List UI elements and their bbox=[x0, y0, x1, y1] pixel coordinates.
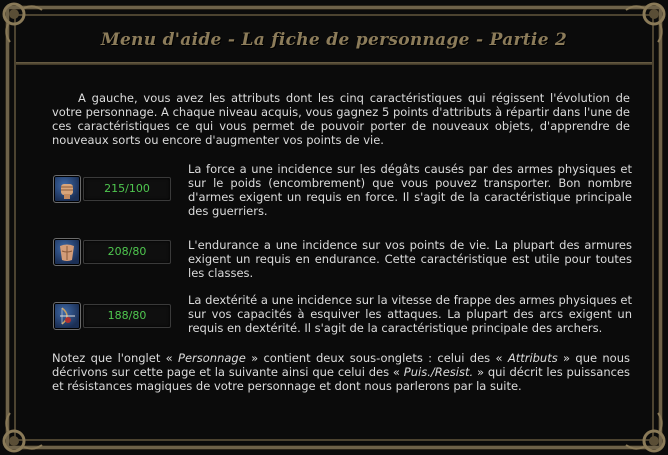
torso-icon bbox=[53, 238, 81, 266]
dexterity-description: La dextérité a une incidence sur la vitesse de frappe des armes physiques et sur vos capacités à esquiver les attaques. La plupart des arcs exigent un requis en dextérité. Il s'agit de la caractéristique principale des archers. bbox=[188, 293, 632, 335]
window-title: Menu d'aide - La fiche de personnage - Partie 2 bbox=[100, 30, 568, 50]
note-text: » qui décrit les puissances et résistances magiques de votre personnage et dont nous parlerons par la suite. bbox=[52, 365, 631, 393]
endurance-stat bbox=[53, 238, 173, 268]
intro-paragraph: A gauche, vous avez les attributs dont les cinq caractéristiques qui régissent l'évolution de votre personnage. A chaque niveau acquis, vous gagnez 5 points d'attributs à répartir dans l'une de ces caractéristiques ce qui vous permet de pouvoir porter de nouveaux objets, d'apprendre de nouveaux sorts ou encore d'augmenter vos points de vie. bbox=[52, 91, 630, 147]
strength-description: La force a une incidence sur les dégâts causés par des armes physiques et sur le poids (encombrement) que vous pouvez transporter. Bon nombre d'armes exigent un requis en force. Il s'agit de la caractéristique principale des guerriers. bbox=[188, 162, 632, 218]
strength-value: 215/100 bbox=[83, 177, 171, 201]
note-text: » contient deux sous-onglets : celui des « bbox=[245, 351, 508, 365]
dexterity-stat bbox=[53, 302, 173, 332]
note-text: » que nous décrivons sur cette page et la suivante ainsi que celui des « bbox=[52, 351, 630, 379]
endurance-value: 208/80 bbox=[83, 240, 171, 264]
dexterity-value: 188/80 bbox=[83, 304, 171, 328]
note-text: Notez que l'onglet « bbox=[52, 351, 179, 365]
endurance-description: L'endurance a une incidence sur vos points de vie. La plupart des armures exigent un requis en endurance. Cette caractéristique est utile pour toutes les classes. bbox=[188, 238, 632, 280]
archer-icon bbox=[53, 302, 81, 330]
tab-personnage-label: Personnage bbox=[178, 351, 246, 365]
tab-puis-resist-label: Puis./Resist. bbox=[403, 365, 474, 379]
corner-ornament-icon bbox=[624, 411, 668, 455]
note-paragraph bbox=[52, 351, 630, 393]
corner-ornament-icon bbox=[0, 411, 44, 455]
title-separator bbox=[16, 62, 652, 65]
fist-icon bbox=[53, 175, 81, 203]
strength-stat bbox=[53, 175, 173, 205]
tab-attributs-label: Attributs bbox=[507, 351, 558, 365]
